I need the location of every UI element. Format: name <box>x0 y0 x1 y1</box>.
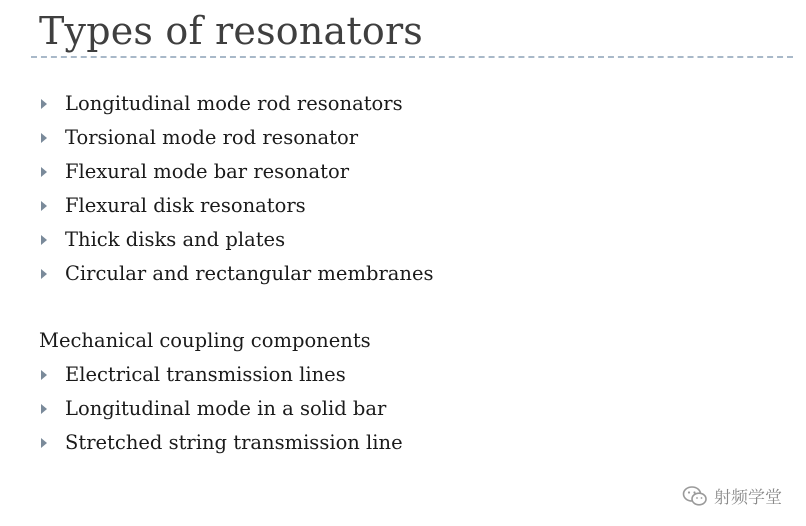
bullet-arrow-icon <box>41 404 47 414</box>
slide-title: Types of resonators <box>39 9 424 53</box>
list-item-text: Torsional mode rod resonator <box>65 126 359 149</box>
title-divider <box>31 56 793 58</box>
list-item-text: Longitudinal mode rod resonators <box>65 92 403 115</box>
bullet-arrow-icon <box>41 167 47 177</box>
bullet-arrow-icon <box>41 370 47 380</box>
watermark <box>682 483 782 508</box>
bullet-arrow-icon <box>41 235 47 245</box>
bullet-arrow-icon <box>41 438 47 448</box>
coupling-heading: Mechanical coupling components <box>39 329 371 352</box>
bullet-arrow-icon <box>41 99 47 109</box>
list-item-text: Electrical transmission lines <box>65 363 346 386</box>
list-item-text: Longitudinal mode in a solid bar <box>65 397 387 420</box>
watermark-text: 射频学堂 <box>714 488 782 508</box>
list-item-text: Flexural mode bar resonator <box>65 160 350 183</box>
bullet-arrow-icon <box>41 133 47 143</box>
bullet-arrow-icon <box>41 201 47 211</box>
list-item-text: Stretched string transmission line <box>65 431 403 454</box>
list-item-text: Circular and rectangular membranes <box>65 262 434 285</box>
list-item-text: Thick disks and plates <box>65 228 286 251</box>
bullet-arrow-icon <box>41 269 47 279</box>
wechat-icon <box>682 485 708 507</box>
list-item-text: Flexural disk resonators <box>65 194 306 217</box>
